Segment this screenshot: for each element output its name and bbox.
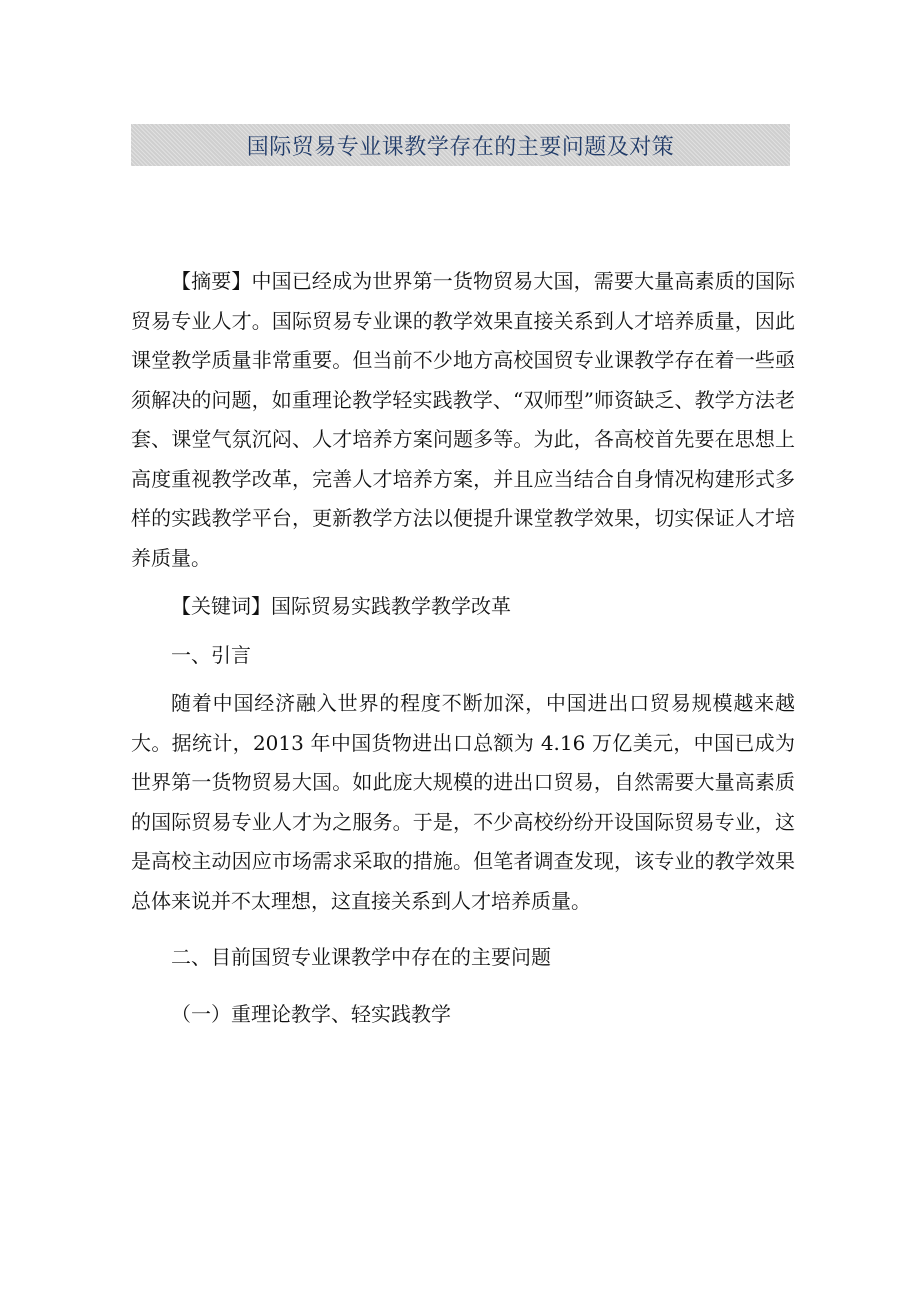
document-body [131,262,795,1034]
section-heading-main-problems: 二、目前国贸专业课教学中存在的主要问题 [171,945,551,969]
subsection-heading-theory-over-practice: （一）重理论教学、轻实践教学 [171,1001,451,1026]
document-title: 国际贸易专业课教学存在的主要问题及对策 [246,134,675,160]
introduction-paragraph: 随着中国经济融入世界的程度不断加深，中国进出口贸易规模越来越大。据统计，2013 年中国货物进出口总额为 4.16 万亿美元，中国已成为世界第一货物贸易大国。如此庞大规模的进出口贸易，自然需要大量高素质的国际贸易专业人才为之服务。于是，不少高校纷纷开设国际贸易专业，这是高校主动因应市场需求采取的措施。但笔者调查发现，该专业的教学效果总体来说并不太理想，这直接关系到人才培养质量。 [131,691,795,913]
section-heading-introduction: 一、引言 [171,642,251,667]
title-banner [131,124,790,166]
abstract-paragraph: 【摘要】中国已经成为世界第一货物贸易大国，需要大量高素质的国际贸易专业人才。国际贸易专业课的教学效果直接关系到人才培养质量，因此课堂教学质量非常重要。但当前不少地方高校国贸专业课教学存在着一些亟须解决的问题，如重理论教学轻实践教学、“双师型”师资缺乏、教学方法老套、课堂气氛沉闷、人才培养方案问题多等。为此，各高校首先要在思想上高度重视教学改革，完善人才培养方案，并且应当结合自身情况构建形式多样的实践教学平台，更新教学方法以便提升课堂教学效果，切实保证人才培养质量。 [131,269,795,570]
keywords-line: 【关键词】国际贸易实践教学教学改革 [171,594,511,618]
